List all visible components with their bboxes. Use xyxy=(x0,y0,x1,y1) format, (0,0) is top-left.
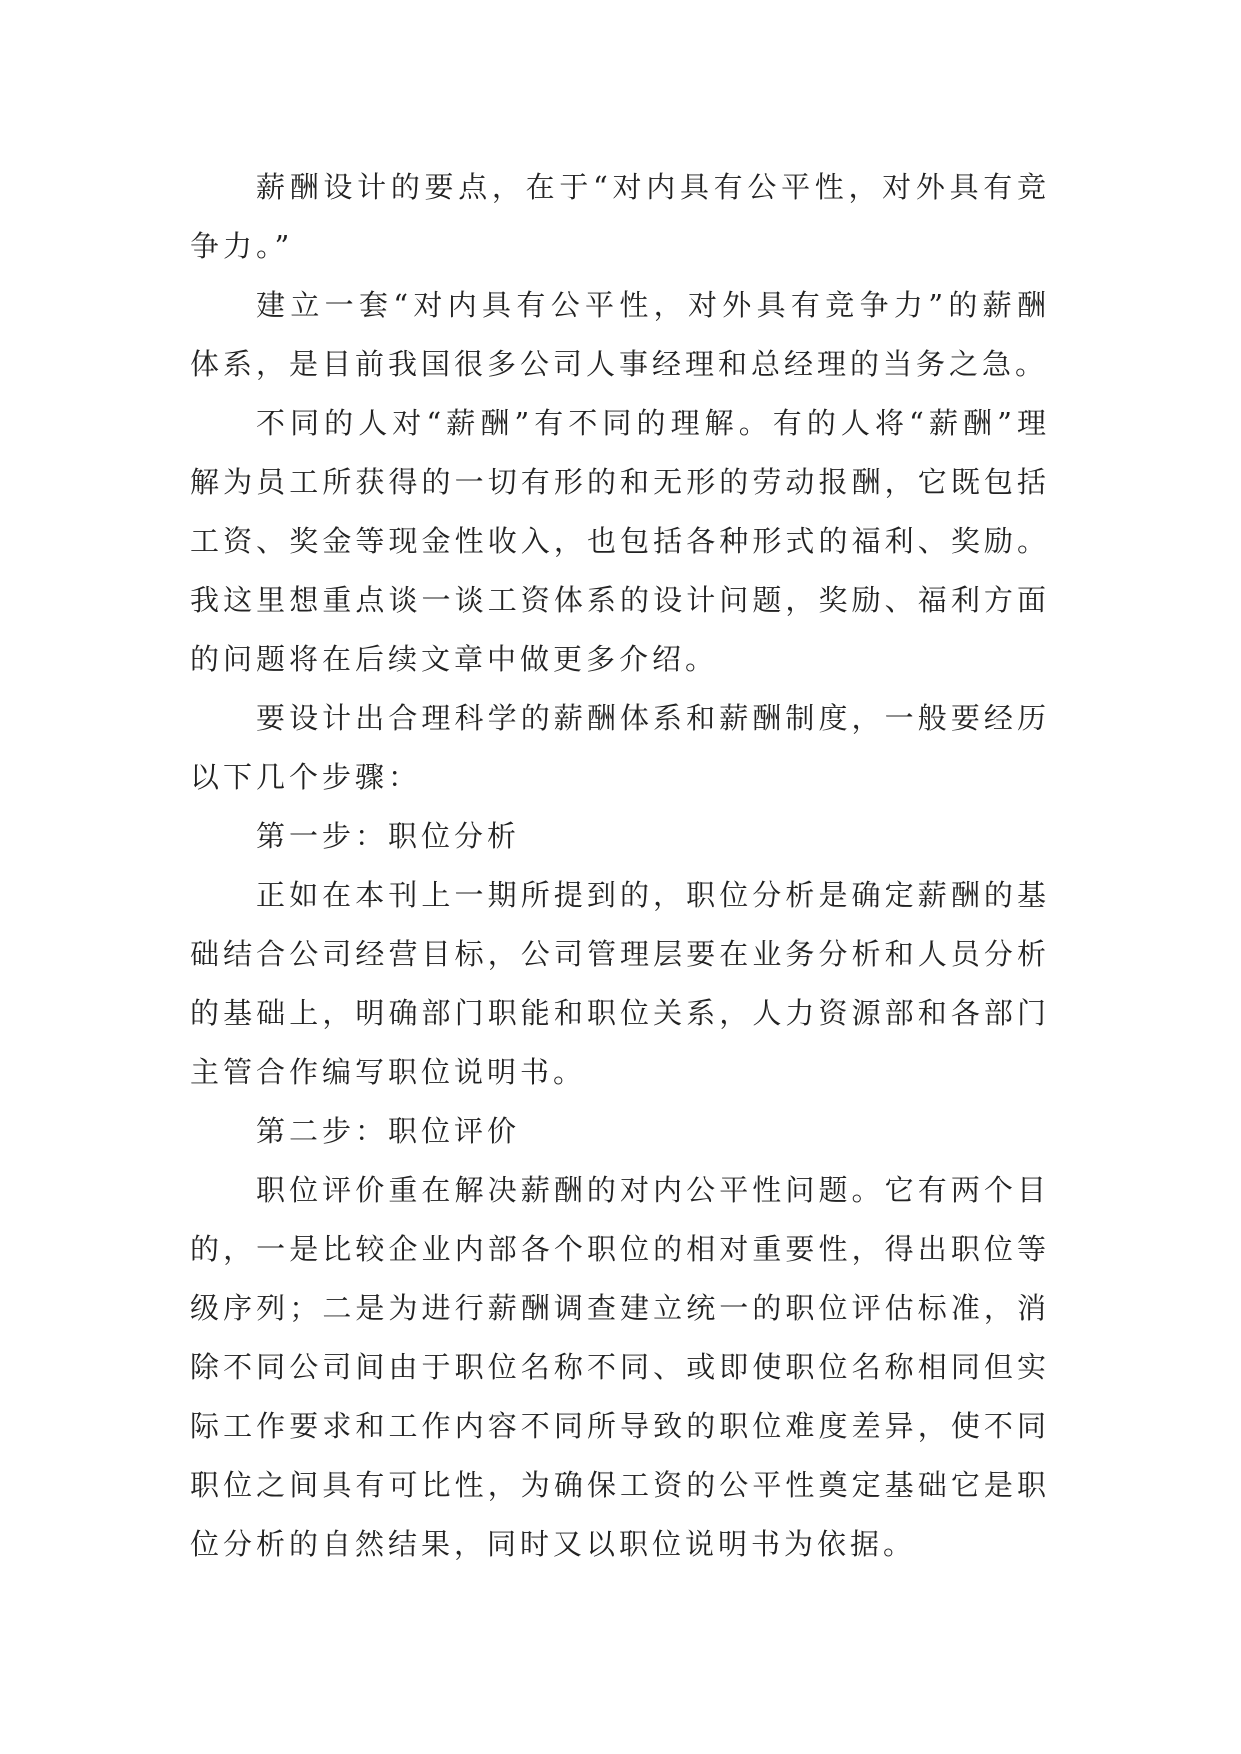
document-body xyxy=(190,158,1050,1574)
paragraph-build-system: 建立一套“对内具有公平性，对外具有竞争力”的薪酬体系，是目前我国很多公司人事经理和总经理的当务之急。 xyxy=(190,288,1050,381)
paragraph-job-evaluation: 职位评价重在解决薪酬的对内公平性问题。它有两个目的，一是比较企业内部各个职位的相对重要性，得出职位等级序列；二是为进行薪酬调查建立统一的职位评估标准，消除不同公司间由于职位名称不同、或即使职位名称相同但实际工作要求和工作内容不同所导致的职位难度差异，使不同职位之间具有可比性，为确保工资的公平性奠定基础它是职位分析的自然结果，同时又以职位说明书为依据。 xyxy=(190,1173,1050,1561)
step-heading-job-analysis: 第一步：职位分析 xyxy=(256,819,521,853)
paragraph-job-analysis: 正如在本刊上一期所提到的，职位分析是确定薪酬的基础结合公司经营目标，公司管理层要在业务分析和人员分析的基础上，明确部门职能和职位关系，人力资源部和各部门主管合作编写职位说明书。 xyxy=(190,878,1050,1089)
step-heading-job-evaluation: 第二步：职位评价 xyxy=(256,1114,521,1148)
paragraph-salary-understanding: 不同的人对“薪酬”有不同的理解。有的人将“薪酬”理解为员工所获得的一切有形的和无形的劳动报酬，它既包括工资、奖金等现金性收入，也包括各种形式的福利、奖励。我这里想重点谈一谈工资体系的设计问题，奖励、福利方面的问题将在后续文章中做更多介绍。 xyxy=(190,406,1050,676)
paragraph-steps-intro: 要设计出合理科学的薪酬体系和薪酬制度，一般要经历以下几个步骤： xyxy=(190,701,1050,794)
paragraph-salary-design-key: 薪酬设计的要点，在于“对内具有公平性，对外具有竞争力。” xyxy=(190,170,1050,263)
